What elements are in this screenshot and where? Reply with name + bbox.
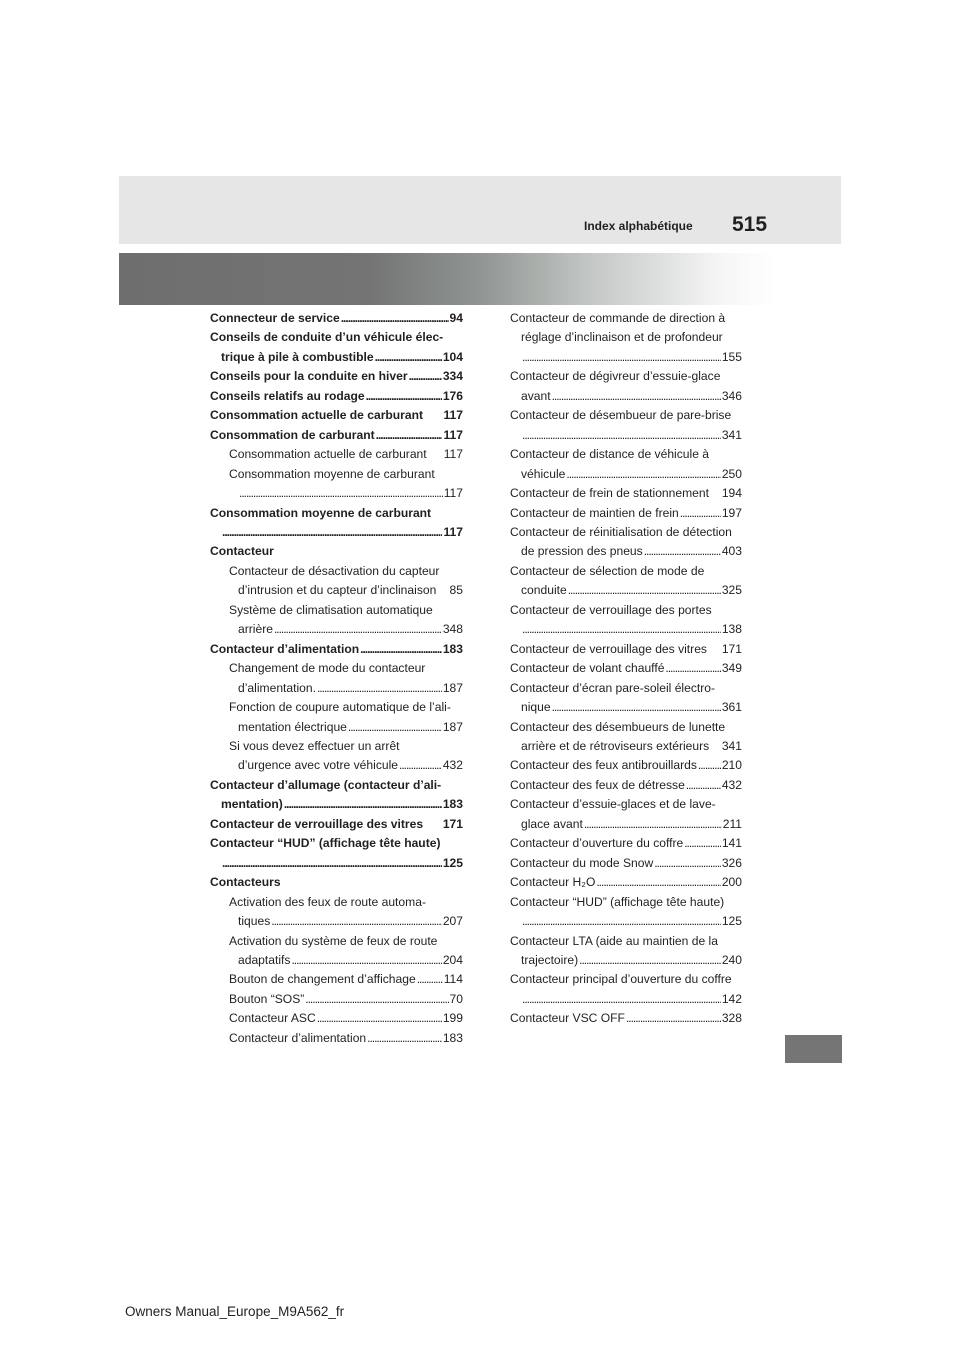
index-entry-line xyxy=(510,756,742,775)
dot-leader xyxy=(522,620,721,639)
dot-leader xyxy=(584,815,722,834)
index-page-number: 117 xyxy=(443,486,463,501)
dot-leader xyxy=(579,951,721,970)
index-entry-text: Contacteur VSC OFF xyxy=(510,1011,625,1026)
index-entry-line xyxy=(210,1029,463,1048)
index-entry xyxy=(510,795,742,834)
index-page-number: 187 xyxy=(442,680,463,695)
index-entry-text: avant xyxy=(521,388,551,403)
section-title: Index alphabétique xyxy=(584,219,693,233)
index-page-number: 94 xyxy=(449,311,463,325)
index-entry-line xyxy=(210,1009,463,1028)
index-entry xyxy=(510,932,742,971)
index-entry-text: Contacteur de volant chauffé xyxy=(510,661,665,676)
index-page-number: 171 xyxy=(442,816,463,831)
dot-leader xyxy=(568,581,721,600)
index-page-number: 125 xyxy=(442,855,463,870)
index-entry xyxy=(510,309,742,367)
index-subentry xyxy=(210,970,463,989)
index-entry-text: Contacteur d’alimentation xyxy=(210,641,360,656)
index-entry-text: conduite xyxy=(521,583,567,598)
dot-leader xyxy=(291,951,441,970)
index-entry xyxy=(210,426,463,445)
index-subentry xyxy=(210,1029,463,1048)
dot-leader xyxy=(399,756,442,775)
index-entry-line xyxy=(510,659,742,678)
index-page-number: 197 xyxy=(721,505,742,520)
index-entry-text: trajectoire) xyxy=(521,952,579,967)
index-page-number: 328 xyxy=(721,1011,742,1026)
index-page-number: 183 xyxy=(442,641,463,656)
index-entry xyxy=(510,562,742,601)
index-entry-line: Contacteur des désembueurs de lunette xyxy=(510,719,726,734)
index-entry xyxy=(210,815,463,834)
index-entry-text: Conseils pour la conduite en hiver xyxy=(210,369,408,384)
index-entry xyxy=(210,328,463,367)
index-entry-text: glace avant xyxy=(521,816,583,831)
dot-leader xyxy=(686,776,721,795)
index-entry-text: Contacteur de maintien de frein xyxy=(510,505,679,520)
index-page-number: 187 xyxy=(442,719,463,734)
chapter-side-tab xyxy=(785,1035,842,1063)
index-entry-line xyxy=(210,426,463,445)
dot-leader xyxy=(596,873,720,892)
index-entry-text: Contacteur d’alimentation xyxy=(229,1030,367,1045)
index-entry-line: Contacteur de distance de véhicule à xyxy=(510,447,710,462)
index-entry-line xyxy=(510,737,742,756)
index-entry-text: nique xyxy=(521,700,551,715)
index-entry xyxy=(510,659,742,678)
index-entry xyxy=(510,1009,742,1028)
index-page-number: 117 xyxy=(443,524,463,539)
index-subentry xyxy=(210,659,463,698)
index-entry-text: Contacteur de frein de stationnement xyxy=(510,486,709,501)
index-entry xyxy=(510,776,742,795)
dot-leader xyxy=(284,795,442,814)
index-entry-line xyxy=(210,484,463,503)
index-page-number: 125 xyxy=(721,914,742,929)
index-entry-line: Contacteur “HUD” (affichage tête haute) xyxy=(210,836,441,851)
index-page-number: 85 xyxy=(449,583,463,598)
index-entry-line xyxy=(510,990,742,1009)
index-entry xyxy=(210,387,463,406)
dot-leader xyxy=(271,912,442,931)
dot-leader xyxy=(522,912,721,931)
index-page-number: 348 xyxy=(442,622,463,637)
index-page-number: 403 xyxy=(721,544,742,559)
index-entry-line xyxy=(210,387,463,406)
dot-leader xyxy=(552,387,721,406)
index-entry-line xyxy=(510,620,742,639)
index-column-left xyxy=(210,309,463,1048)
chapter-gradient-bar xyxy=(119,253,774,305)
index-entry-line xyxy=(510,912,742,931)
index-page-number: 142 xyxy=(721,991,742,1006)
index-subentry xyxy=(210,601,463,640)
index-entry-text: tiques xyxy=(238,914,271,929)
index-page-number: 432 xyxy=(721,777,742,792)
index-entry-line: Système de climatisation automatique xyxy=(229,602,433,617)
index-entry-line: Contacteur LTA (aide au maintien de la xyxy=(510,933,718,948)
dot-leader xyxy=(367,1029,442,1048)
footer-document-id: Owners Manual_Europe_M9A562_fr xyxy=(125,1304,345,1319)
index-page-number: 250 xyxy=(721,466,742,481)
index-entry xyxy=(510,834,742,853)
index-entry-text: Bouton “SOS” xyxy=(229,991,305,1006)
dot-leader xyxy=(376,426,443,445)
index-entry-line: Conseils de conduite d’un véhicule élec- xyxy=(210,330,444,345)
index-page-number: 211 xyxy=(722,816,742,831)
index-entry-text: Consommation de carburant xyxy=(210,427,375,442)
index-entry xyxy=(210,776,463,815)
index-entry-line xyxy=(510,776,742,795)
index-page-number: 210 xyxy=(721,758,742,773)
index-entry-line: Fonction de coupure automatique de l’ali- xyxy=(229,700,451,715)
dot-leader xyxy=(698,756,721,775)
dot-leader xyxy=(409,367,442,386)
page-number: 515 xyxy=(732,213,768,236)
index-page-number: 138 xyxy=(721,622,742,637)
dot-leader xyxy=(522,990,721,1009)
index-entry-line: Contacteur de désembueur de pare-brise xyxy=(510,408,732,423)
index-entry-line xyxy=(210,854,463,873)
index-entry-line: Contacteur de dégivreur d’essuie-glace xyxy=(510,369,721,384)
index-subentry xyxy=(210,562,463,601)
index-entry-line xyxy=(210,815,463,834)
index-entry-text: adaptatifs xyxy=(238,952,291,967)
index-entry-text: de pression des pneus xyxy=(521,544,643,559)
index-page-number: 183 xyxy=(442,1030,463,1045)
index-entry-line xyxy=(510,387,742,406)
index-entry xyxy=(210,367,463,386)
index-entry-line xyxy=(510,484,742,503)
dot-leader xyxy=(348,718,442,737)
dot-leader xyxy=(522,348,721,367)
index-entry xyxy=(510,504,742,523)
index-page-number: 104 xyxy=(442,349,463,364)
dot-leader xyxy=(417,970,443,989)
index-page-number: 117 xyxy=(443,447,463,462)
index-page-number: 325 xyxy=(721,583,742,598)
index-entry xyxy=(510,484,742,503)
index-entry xyxy=(510,367,742,406)
index-page-number: 155 xyxy=(721,349,742,364)
index-entry-text: Conseils relatifs au rodage xyxy=(210,388,365,403)
index-entry-line xyxy=(210,445,463,464)
index-entry-line xyxy=(510,854,742,873)
index-entry-line xyxy=(510,815,742,834)
index-entry-line: Contacteur “HUD” (affichage tête haute) xyxy=(510,894,725,909)
dot-leader xyxy=(552,698,721,717)
index-entry-line: Contacteur de réinitialisation de détection xyxy=(510,524,732,539)
dot-leader xyxy=(222,523,442,542)
index-entry-line xyxy=(210,309,463,328)
index-entry xyxy=(510,718,742,757)
dot-leader xyxy=(566,465,720,484)
dot-leader xyxy=(274,620,442,639)
index-subentry xyxy=(210,932,463,971)
index-entry-line: Contacteurs xyxy=(210,875,281,890)
dot-leader xyxy=(684,834,721,853)
index-entry-line xyxy=(210,990,463,1009)
index-entry-line: Changement de mode du contacteur xyxy=(229,661,426,676)
index-page-number: 326 xyxy=(721,855,742,870)
index-entry xyxy=(510,445,742,484)
index-subentry xyxy=(210,990,463,1009)
index-page-number: 361 xyxy=(721,700,742,715)
dot-leader xyxy=(375,348,442,367)
index-page-number: 114 xyxy=(443,972,463,987)
index-page-number: 199 xyxy=(442,1011,463,1026)
index-entry-line: Si vous devez effectuer un arrêt xyxy=(229,738,400,753)
index-entry-line: Activation du système de feux de route xyxy=(229,933,438,948)
index-page-number: 346 xyxy=(721,388,742,403)
index-entry-text: Bouton de changement d’affichage xyxy=(229,972,416,987)
index-entry-text: arrière xyxy=(238,622,273,637)
dot-leader xyxy=(654,854,721,873)
index-entry xyxy=(210,542,463,561)
dot-leader xyxy=(522,426,721,445)
index-page-number: 341 xyxy=(721,427,742,442)
index-page-number: 183 xyxy=(442,797,463,812)
index-page-number: 240 xyxy=(721,952,742,967)
index-entry-line xyxy=(210,951,463,970)
dot-leader xyxy=(341,309,449,328)
dot-leader xyxy=(239,484,443,503)
index-entry xyxy=(210,834,463,873)
index-entry-text: véhicule xyxy=(521,466,566,481)
dot-leader xyxy=(366,387,442,406)
index-page-number: 70 xyxy=(449,991,463,1006)
index-page-number: 334 xyxy=(442,369,463,384)
index-entry-line: Contacteur xyxy=(210,544,274,559)
index-entry-line: Activation des feux de route automa- xyxy=(229,894,426,909)
index-entry-line xyxy=(210,970,463,989)
index-column-right xyxy=(510,309,742,1029)
index-entry-text: d’urgence avec votre véhicule xyxy=(238,758,399,773)
index-entry-line: Consommation moyenne de carburant xyxy=(210,505,432,520)
index-page-number: 207 xyxy=(442,914,463,929)
index-entry-line xyxy=(510,1009,742,1028)
index-page-number: 194 xyxy=(721,486,742,501)
index-entry-line: Contacteur d’essuie-glaces et de lave- xyxy=(510,797,716,812)
dot-leader xyxy=(680,504,721,523)
index-entry-line: Contacteur d’allumage (contacteur d’ali- xyxy=(210,777,442,792)
index-subentry xyxy=(210,465,463,504)
index-entry xyxy=(210,504,463,543)
index-entry-line xyxy=(510,581,742,600)
index-entry xyxy=(510,523,742,562)
dot-leader xyxy=(644,542,721,561)
index-entry-line: Contacteur principal d’ouverture du coffre xyxy=(510,972,732,987)
index-entry-text: Consommation actuelle de carburant xyxy=(229,447,427,462)
index-page-number: 204 xyxy=(442,952,463,967)
index-subentry xyxy=(210,698,463,737)
dot-leader xyxy=(305,990,448,1009)
index-entry-text: Contacteur des feux de détresse xyxy=(510,777,685,792)
index-entry-line xyxy=(210,581,463,600)
dot-leader xyxy=(222,854,442,873)
index-entry xyxy=(510,640,742,659)
index-entry xyxy=(510,893,742,932)
index-entry-text: Contacteur ASC xyxy=(229,1011,316,1026)
index-page-number: 117 xyxy=(443,427,463,442)
index-entry-line xyxy=(510,542,742,561)
index-page-number: 200 xyxy=(721,875,742,890)
index-entry-line xyxy=(210,367,463,386)
index-entry-text: arrière et de rétroviseurs extérieurs xyxy=(521,738,710,753)
index-entry-line: Contacteur de sélection de mode de xyxy=(510,563,705,578)
index-entry-text: d’alimentation. xyxy=(238,680,316,695)
index-page-number: 141 xyxy=(721,836,742,851)
index-entry-line xyxy=(510,348,742,367)
index-entry xyxy=(510,406,742,445)
index-entry xyxy=(210,309,463,328)
index-entry xyxy=(510,970,742,1009)
dot-leader xyxy=(665,659,720,678)
dot-leader xyxy=(360,640,442,659)
index-entry xyxy=(510,679,742,718)
index-entry-line xyxy=(210,523,463,542)
index-entry-text: Contacteur du mode Snow xyxy=(510,855,654,870)
dot-leader xyxy=(317,679,442,698)
index-entry-line xyxy=(210,348,463,367)
index-entry-text: Connecteur de service xyxy=(210,311,340,325)
index-subentry xyxy=(210,737,463,776)
index-entry-line xyxy=(210,795,463,814)
index-entry xyxy=(510,756,742,775)
index-entry-line xyxy=(510,426,742,445)
index-entry-line: Contacteur de verrouillage des portes xyxy=(510,602,712,617)
index-entry-text: Contacteur de verrouillage des vitres xyxy=(510,641,707,656)
index-entry-text: Consommation actuelle de carburant xyxy=(210,408,424,423)
index-entry-line: Contacteur de désactivation du capteur xyxy=(229,563,440,578)
index-subentry xyxy=(210,445,463,464)
index-entry-line xyxy=(510,504,742,523)
index-entry xyxy=(210,640,463,659)
index-entry-text: trique à pile à combustible xyxy=(221,349,374,364)
index-entry-line: Consommation moyenne de carburant xyxy=(229,466,435,481)
index-page-number: 341 xyxy=(721,738,742,753)
index-entry-line: Contacteur d’écran pare-soleil électro- xyxy=(510,680,716,695)
index-entry-line xyxy=(210,679,463,698)
index-entry-text: mentation) xyxy=(221,797,283,812)
index-entry-line: Contacteur de commande de direction à xyxy=(510,311,726,325)
index-entry-line xyxy=(510,698,742,717)
index-page-number: 432 xyxy=(442,758,463,773)
index-entry-line xyxy=(210,620,463,639)
index-entry xyxy=(510,873,742,892)
index-entry-line xyxy=(210,718,463,737)
index-entry-line xyxy=(210,756,463,775)
index-entry-line xyxy=(510,465,742,484)
index-entry xyxy=(210,873,463,892)
index-subentry xyxy=(210,1009,463,1028)
index-entry-line xyxy=(210,912,463,931)
index-entry xyxy=(210,406,463,425)
index-entry-line xyxy=(210,406,463,425)
index-entry-line xyxy=(210,640,463,659)
index-page-number: 176 xyxy=(442,388,463,403)
dot-leader xyxy=(626,1009,721,1028)
dot-leader xyxy=(317,1009,442,1028)
index-entry-text: d’intrusion et du capteur d’inclinaison xyxy=(238,583,437,598)
index-entry xyxy=(510,601,742,640)
index-entry-line xyxy=(510,834,742,853)
index-page-number: 117 xyxy=(443,408,463,423)
index-entry-text: mentation électrique xyxy=(238,719,347,734)
index-entry-line xyxy=(510,951,742,970)
index-entry-text: Contacteur des feux antibrouillards xyxy=(510,758,697,773)
index-entry-line: réglage d’inclinaison et de profondeur xyxy=(521,330,723,345)
index-page-number: 171 xyxy=(721,641,742,656)
index-subentry xyxy=(210,893,463,932)
index-entry-text: Contacteur de verrouillage des vitres xyxy=(210,816,424,831)
index-entry-line xyxy=(510,640,742,659)
index-page-number: 349 xyxy=(721,661,742,676)
index-entry-text: Contacteur d’ouverture du coffre xyxy=(510,836,684,851)
index-entry-text: Contacteur H₂O xyxy=(510,875,596,890)
index-entry xyxy=(510,854,742,873)
index-entry-line xyxy=(510,873,742,892)
